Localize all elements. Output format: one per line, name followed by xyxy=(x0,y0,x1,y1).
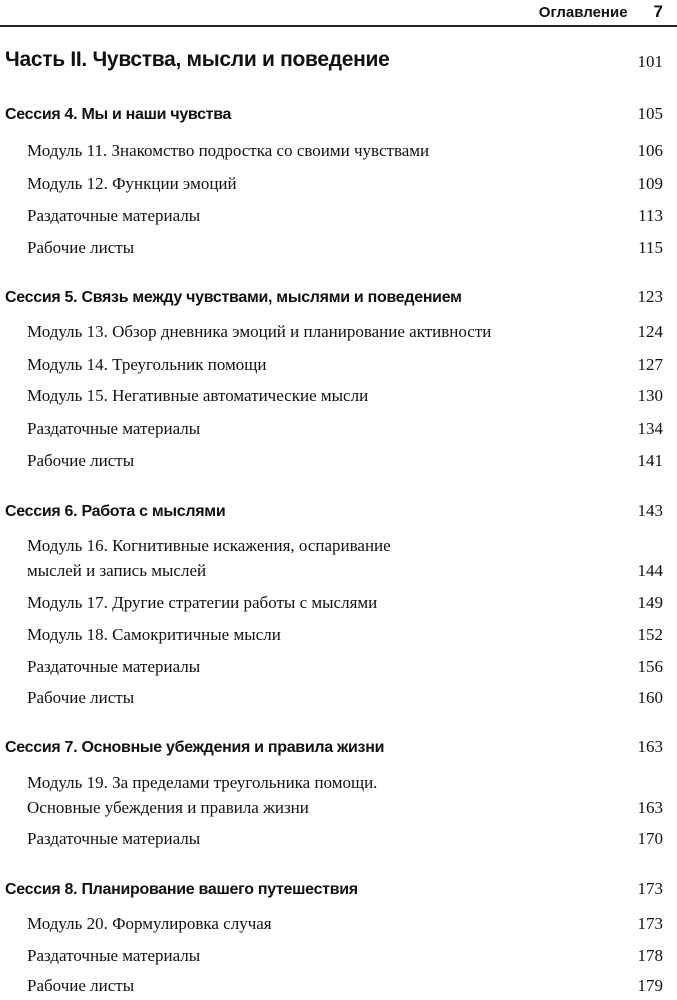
toc-part-page: 101 xyxy=(637,52,663,71)
toc-entry-title: Раздаточные материалы xyxy=(27,946,201,965)
toc-entry-title: Рабочие листы xyxy=(27,688,135,707)
toc-entry-title: Модуль 15. Негативные автоматические мысли xyxy=(27,386,369,405)
toc-entry[interactable] xyxy=(0,536,677,586)
toc-entry-page: 109 xyxy=(637,174,663,193)
toc-entry[interactable] xyxy=(0,688,677,712)
toc-entry-page: 160 xyxy=(637,688,663,707)
toc-entry-title: Модуль 18. Самокритичные мысли xyxy=(27,625,281,644)
toc-entry-title: Модуль 14. Треугольник помощи xyxy=(27,355,267,374)
toc-session-heading[interactable] xyxy=(0,106,677,130)
toc-entry[interactable] xyxy=(0,386,677,410)
toc-entry-title: Рабочие листы xyxy=(27,238,135,257)
toc-entry-title: Рабочие листы xyxy=(27,976,135,995)
toc-entry-page: 179 xyxy=(637,976,663,995)
toc-entry-page: 152 xyxy=(637,625,663,644)
toc-entry-title: Модуль 13. Обзор дневника эмоций и планирование активности xyxy=(27,322,492,341)
toc-session-title: Сессия 6. Работа с мыслями xyxy=(5,503,226,520)
toc-entry-page: 144 xyxy=(637,561,663,580)
toc-session-page: 123 xyxy=(637,287,663,306)
toc-entry-title: Рабочие листы xyxy=(27,451,135,470)
toc-part-title: Часть II. Чувства, мысли и поведение xyxy=(5,48,390,71)
page-number: 7 xyxy=(653,2,663,21)
toc-entry-title: Раздаточные материалы xyxy=(27,206,201,225)
toc-session-heading[interactable] xyxy=(0,739,677,763)
toc-session-page: 143 xyxy=(637,501,663,520)
toc-entry-title: Раздаточные материалы xyxy=(27,419,201,438)
toc-entry[interactable] xyxy=(0,657,677,681)
toc-entry-page: 170 xyxy=(637,829,663,848)
toc-session-page: 163 xyxy=(637,737,663,756)
toc-entry[interactable] xyxy=(0,946,677,970)
toc-entry-page: 130 xyxy=(637,386,663,405)
toc-entry-title: Модуль 17. Другие стратегии работы с мыслями xyxy=(27,593,378,612)
toc-entry-page: 113 xyxy=(638,206,663,225)
toc-entry[interactable] xyxy=(0,451,677,475)
toc-entry-page: 106 xyxy=(637,141,663,160)
toc-entry-page: 156 xyxy=(637,657,663,676)
toc-entry-title: Раздаточные материалы xyxy=(27,829,201,848)
toc-entry[interactable] xyxy=(0,322,677,346)
toc-entry-page: 163 xyxy=(637,798,663,817)
toc-entry-page: 173 xyxy=(637,914,663,933)
toc-entry-page: 134 xyxy=(637,419,663,438)
toc-entry[interactable] xyxy=(0,238,677,262)
toc-entry[interactable] xyxy=(0,355,677,379)
toc-entry-title-line1: Модуль 19. За пределами треугольника помощи. xyxy=(27,773,378,792)
toc-entry-page: 127 xyxy=(637,355,663,374)
toc-session-title: Сессия 5. Связь между чувствами, мыслями и поведением xyxy=(5,289,462,306)
toc-entry-title: Модуль 12. Функции эмоций xyxy=(27,174,237,193)
toc-entry-page: 141 xyxy=(637,451,663,470)
toc-entry[interactable] xyxy=(0,593,677,617)
toc-part-heading[interactable] xyxy=(0,48,677,76)
toc-entry[interactable] xyxy=(0,625,677,649)
toc-entry[interactable] xyxy=(0,914,677,938)
toc-entry[interactable] xyxy=(0,141,677,165)
toc-entry-title-line1: Модуль 16. Когнитивные искажения, оспаривание xyxy=(27,536,391,555)
toc-session-title: Сессия 4. Мы и наши чувства xyxy=(5,106,232,123)
running-header-title: Оглавление xyxy=(538,4,628,21)
toc-entry-page: 115 xyxy=(638,238,663,257)
toc-session-heading[interactable] xyxy=(0,289,677,313)
toc-entry[interactable] xyxy=(0,419,677,443)
toc-session-title: Сессия 7. Основные убеждения и правила жизни xyxy=(5,739,385,756)
toc-entry-title: Модуль 20. Формулировка случая xyxy=(27,914,272,933)
toc-entry-title: Раздаточные материалы xyxy=(27,657,201,676)
toc-entry[interactable] xyxy=(0,206,677,230)
toc-entry-page: 124 xyxy=(637,322,663,341)
toc-entry[interactable] xyxy=(0,829,677,853)
toc-entry-title: Модуль 11. Знакомство подростка со своими чувствами xyxy=(27,141,430,160)
toc-entry-page: 149 xyxy=(637,593,663,612)
toc-session-title: Сессия 8. Планирование вашего путешествия xyxy=(5,881,358,898)
toc-entry[interactable] xyxy=(0,174,677,198)
toc-session-page: 105 xyxy=(637,104,663,123)
toc-session-page: 173 xyxy=(637,879,663,898)
running-header xyxy=(539,2,663,24)
toc-entry-title-line2: мыслей и запись мыслей xyxy=(27,561,207,580)
toc-entry-page: 178 xyxy=(637,946,663,965)
toc-entry[interactable] xyxy=(0,773,677,823)
toc-session-heading[interactable] xyxy=(0,503,677,527)
header-rule xyxy=(0,25,677,27)
toc-session-heading[interactable] xyxy=(0,881,677,905)
toc-entry[interactable] xyxy=(0,976,677,1000)
toc-entry-title-line2: Основные убеждения и правила жизни xyxy=(27,798,309,817)
